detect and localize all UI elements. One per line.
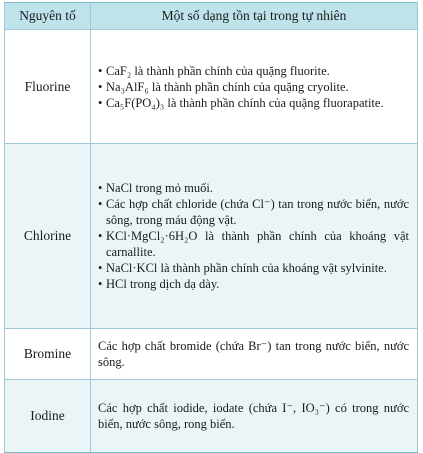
list-item-text: HCl trong dịch dạ dày. [106, 277, 220, 291]
list-item [98, 95, 409, 111]
forms-list-chlorine [98, 180, 409, 292]
bullet-icon: • [98, 229, 103, 243]
list-item-text: NaCl·KCl là thành phần chính của khoáng vật sylvinite. [106, 261, 387, 275]
table-row-bromine [5, 329, 418, 380]
element-name-bromine: Bromine [5, 329, 91, 380]
forms-list-fluorine [98, 63, 409, 111]
list-item [98, 79, 409, 95]
list-item [98, 63, 409, 79]
element-forms-table-container [4, 2, 417, 453]
bullet-icon: • [98, 181, 103, 195]
header-element: Nguyên tố [5, 3, 91, 30]
list-item [98, 196, 409, 228]
bullet-icon: • [98, 79, 103, 94]
table-row-fluorine [5, 30, 418, 144]
list-item-text: NaCl trong mỏ muối. [106, 181, 213, 195]
list-item [98, 276, 409, 292]
list-item [98, 260, 409, 276]
bullet-icon: • [98, 95, 103, 110]
list-item-text: KCl·MgCl₂·6H₂O là thành phần chính của khoáng vật carnallite. [106, 229, 409, 259]
table-row-iodine [5, 380, 418, 453]
element-name-fluorine: Fluorine [5, 30, 91, 144]
list-item [98, 228, 409, 260]
list-item-text: Ca₅F(PO₄)₃ là thành phần chính của quặng fluorapatite. [106, 95, 384, 110]
list-item-text: CaF₂ là thành phần chính của quặng fluorite. [106, 63, 330, 78]
table-row-chlorine [5, 144, 418, 329]
forms-cell-chlorine [91, 144, 418, 329]
forms-cell-fluorine [91, 30, 418, 144]
table-header-row [5, 3, 418, 30]
element-name-chlorine: Chlorine [5, 144, 91, 329]
bullet-icon: • [98, 63, 103, 78]
list-item-text: Các hợp chất chloride (chứa Cl⁻) tan trong nước biển, nước sông, trong máu động vật. [106, 197, 409, 227]
list-item [98, 180, 409, 196]
list-item-text: Na₃AlF₆ là thành phần chính của quặng cryolite. [106, 79, 349, 94]
element-forms-table [4, 2, 418, 453]
bullet-icon: • [98, 197, 103, 211]
forms-text-bromine: Các hợp chất bromide (chứa Br⁻) tan trong nước biển, nước sông. [91, 329, 418, 380]
header-forms: Một số dạng tồn tại trong tự nhiên [91, 3, 418, 30]
bullet-icon: • [98, 277, 103, 291]
bullet-icon: • [98, 261, 103, 275]
forms-text-iodine: Các hợp chất iodide, iodate (chứa I⁻, IO₃⁻) có trong nước biển, nước sông, rong biển. [91, 380, 418, 453]
element-name-iodine: Iodine [5, 380, 91, 453]
